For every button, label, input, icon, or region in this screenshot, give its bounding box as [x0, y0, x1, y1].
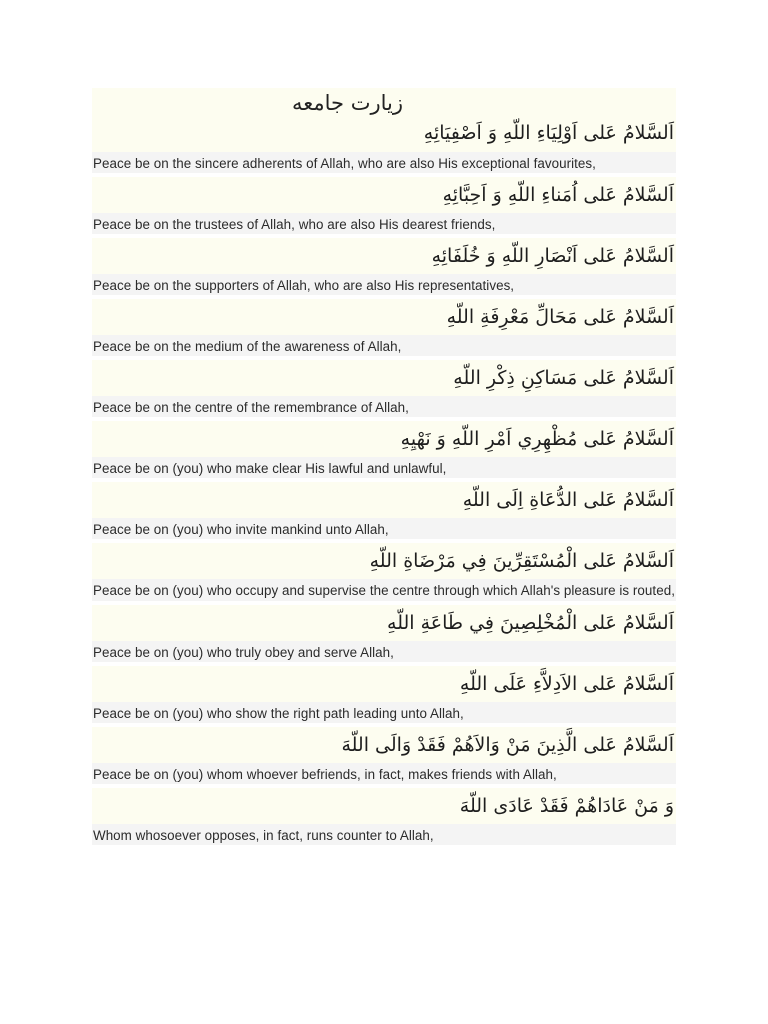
english-translation: Peace be on the supporters of Allah, who are also His representatives, [92, 274, 676, 295]
english-translation: Peace be on (you) who invite mankind unto Allah, [92, 518, 676, 539]
arabic-verse: اَلسَّلامُ عَلى اُمَناءِ اللّهِ وَ اَحِبَّائِهِ [92, 177, 676, 213]
arabic-verse: اَلسَّلامُ عَلى الاَدِلاَّءِ عَلَى اللّهِ [92, 666, 676, 702]
page-title: زیارت جامعه [292, 91, 403, 115]
english-translation: Peace be on the medium of the awareness of Allah, [92, 335, 676, 356]
english-translation: Peace be on (you) whom whoever befriends, in fact, makes friends with Allah, [92, 763, 676, 784]
arabic-verse: اَلسَّلامُ عَلى مَحَالِّ مَعْرِفَةِ اللّهِ [92, 299, 676, 335]
english-translation: Peace be on the trustees of Allah, who are also His dearest friends, [92, 213, 676, 234]
arabic-verse: اَلسَّلامُ عَلى الْمُخْلِصِينَ فِي طَاعَةِ اللّهِ [92, 605, 676, 641]
english-translation: Peace be on (you) who make clear His lawful and unlawful, [92, 457, 676, 478]
arabic-verse: وَ مَنْ عَادَاهُمْ فَقَدْ عَادَى اللّهَ [92, 788, 676, 824]
arabic-verse: اَلسَّلامُ عَلى الْمُسْتَقِرِّينَ فِي مَرْضَاةِ اللّهِ [92, 543, 676, 579]
arabic-verse: اَلسَّلامُ عَلى الدُّعَاةِ اِلَى اللّهِ [92, 482, 676, 518]
arabic-verse: اَلسَّلامُ عَلى مَسَاكِنِ ذِكْرِ اللّهِ [92, 360, 676, 396]
arabic-verse: اَلسَّلامُ عَلى الَّذِينَ مَنْ وَالاَهُمْ فَقَدْ وَالَى اللّهَ [92, 727, 676, 763]
arabic-verse: اَلسَّلامُ عَلى اَوْلِيَاءِ اللّهِ وَ اَصْفِيَائِهِ [92, 118, 676, 152]
english-translation: Peace be on (you) who truly obey and serve Allah, [92, 641, 676, 662]
english-translation: Peace be on the centre of the remembrance of Allah, [92, 396, 676, 417]
english-translation: Peace be on (you) who occupy and supervise the centre through which Allah's pleasure is routed, [92, 579, 676, 601]
title-row [92, 88, 676, 118]
document-body [92, 88, 676, 849]
english-translation: Peace be on the sincere adherents of Allah, who are also His exceptional favourites, [92, 152, 676, 173]
english-translation: Whom whosoever opposes, in fact, runs counter to Allah, [92, 824, 676, 845]
arabic-verse: اَلسَّلامُ عَلى اَنْصَارِ اللّهِ وَ خُلَفَائِهِ [92, 238, 676, 274]
arabic-verse: اَلسَّلامُ عَلى مُظْهِرِي اَمْرِ اللّهِ وَ نَهْيِهِ [92, 421, 676, 457]
english-translation: Peace be on (you) who show the right path leading unto Allah, [92, 702, 676, 723]
